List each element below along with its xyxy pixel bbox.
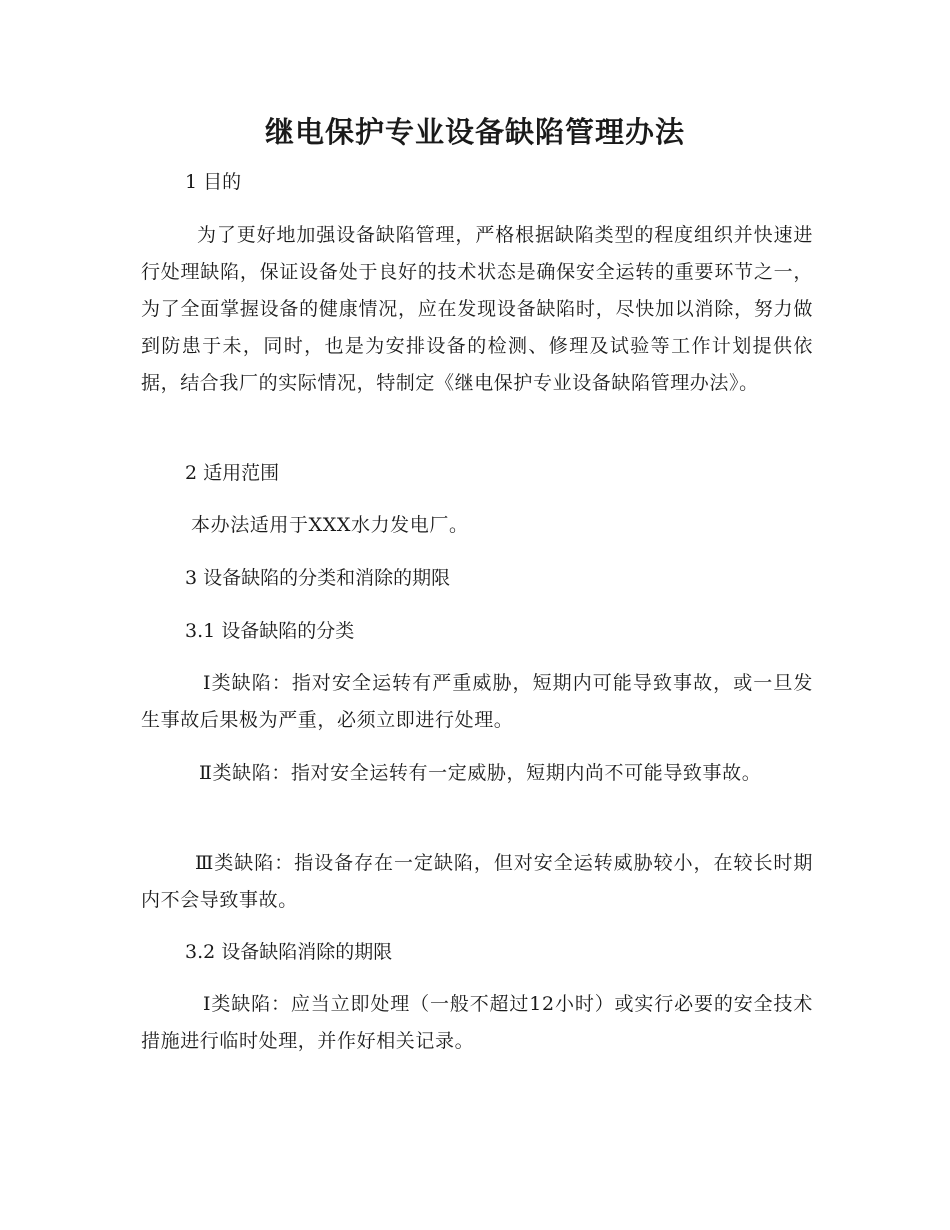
section-2-heading: 2 适用范围 xyxy=(185,462,280,484)
section-1-heading: 1 目的 xyxy=(185,171,242,193)
section-2-paragraph: 本办法适用于XXX水力发电厂。 xyxy=(191,514,469,536)
section-3-2-heading: 3.2 设备缺陷消除的期限 xyxy=(185,941,393,963)
section-3-1-paragraph-3: Ⅲ类缺陷：指设备存在一定缺陷，但对安全运转威胁较小，在较长时期内不会导致事故。 xyxy=(141,852,813,911)
section-3-2-paragraph-1: Ⅰ类缺陷：应当立即处理（一般不超过12小时）或实行必要的安全技术措施进行临时处理，并作好相关记录。 xyxy=(141,993,813,1052)
section-3-heading: 3 设备缺陷的分类和消除的期限 xyxy=(185,567,451,589)
document-title: 继电保护专业设备缺陷管理办法 xyxy=(264,115,685,149)
section-3-1-heading: 3.1 设备缺陷的分类 xyxy=(185,620,355,642)
section-3-1-paragraph-1: Ⅰ类缺陷：指对安全运转有严重威胁，短期内可能导致事故，或一旦发生事故后果极为严重，必须立即进行处理。 xyxy=(141,672,813,731)
section-3-1-paragraph-2: Ⅱ类缺陷：指对安全运转有一定威胁，短期内尚不可能导致事故。 xyxy=(199,762,762,784)
section-1-paragraph: 为了更好地加强设备缺陷管理，严格根据缺陷类型的程度组织并快速进行处理缺陷，保证设备处于良好的技术状态是确保安全运转的重要环节之一，为了全面掌握设备的健康情况，应在发现设备缺陷时，尽快加以消除，努力做到防患于未，同时，也是为安排设备的检测、修理及试验等工作计划提供依据，结合我厂的实际情况，特制定《继电保护专业设备缺陷管理办法》。 xyxy=(141,224,813,394)
